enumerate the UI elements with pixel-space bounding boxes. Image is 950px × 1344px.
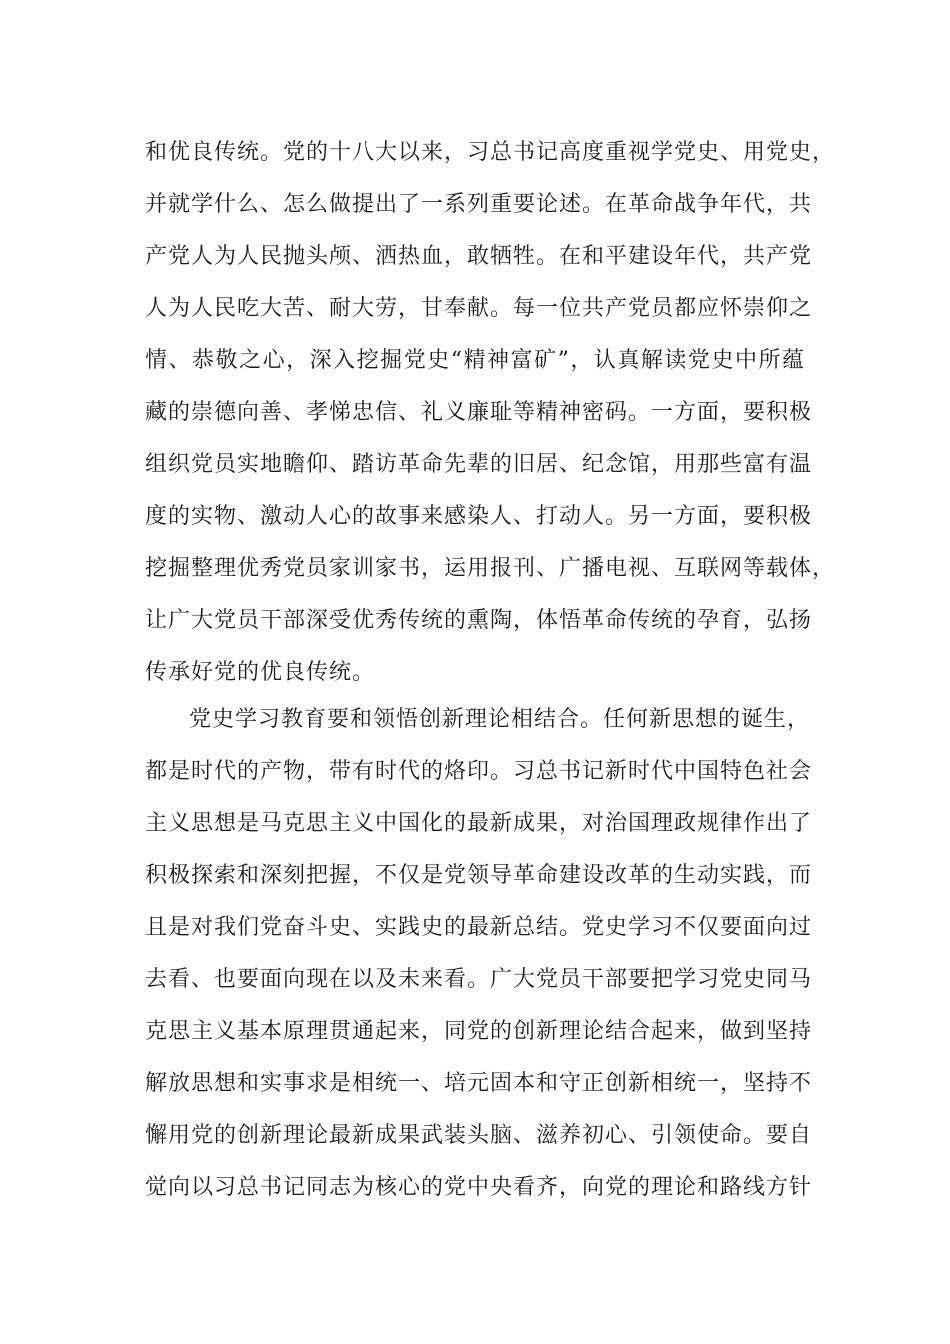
text-line: 且是对我们党奋斗史、实践史的最新总结。党史学习不仅要面向过 (145, 915, 813, 940)
text-line: 组织党员实地瞻仰、踏访革命先辈的旧居、纪念馆，用那些富有温 (145, 452, 813, 477)
text-line: 觉向以习总书记同志为核心的党中央看齐，向党的理论和路线方针 (145, 1175, 813, 1200)
text-line: 藏的崇德向善、孝悌忠信、礼义廉耻等精神密码。一方面，要积极 (145, 400, 813, 425)
text-line: 度的实物、激动人心的故事来感染人、打动人。另一方面，要积极 (145, 504, 813, 529)
text-line: 挖掘整理优秀党员家训家书，运用报刊、广播电视、互联网等载体， (145, 556, 836, 581)
text-line: 懈用党的创新理论最新成果武装头脑、滋养初心、引领使命。要自 (145, 1123, 813, 1148)
text-line: 传承好党的优良传统。 (145, 660, 376, 685)
text-line: 人为人民吃大苦、耐大劳，甘奉献。每一位共产党员都应怀崇仰之 (145, 296, 813, 321)
text-line: 积极探索和深刻把握，不仅是党领导革命建设改革的生动实践，而 (145, 863, 813, 888)
text-line: 情、恭敬之心，深入挖掘党史“精神富矿”，认真解读党史中所蕴 (145, 348, 805, 373)
text-line: 克思主义基本原理贯通起来，同党的创新理论结合起来，做到坚持 (145, 1019, 813, 1044)
text-line: 解放思想和实事求是相统一、培元固本和守正创新相统一，坚持不 (145, 1071, 813, 1096)
paragraph-2 (145, 694, 813, 1214)
text-line: 主义思想是马克思主义中国化的最新成果，对治国理政规律作出了 (145, 811, 813, 836)
text-line: 去看、也要面向现在以及未来看。广大党员干部要把学习党史同马 (145, 967, 813, 992)
text-line: 产党人为人民抛头颅、洒热血，敢牺牲。在和平建设年代，共产党 (145, 244, 813, 269)
text-line: 让广大党员干部深受优秀传统的熏陶，体悟革命传统的孕育，弘扬 (145, 608, 813, 633)
text-line: 和优良传统。党的十八大以来，习总书记高度重视学党史、用党史， (145, 140, 836, 165)
text-line: 并就学什么、怎么做提出了一系列重要论述。在革命战争年代，共 (145, 192, 813, 217)
text-line: 都是时代的产物，带有时代的烙印。习总书记新时代中国特色社会 (145, 759, 813, 784)
paragraph-1 (145, 127, 836, 699)
text-line: 党史学习教育要和领悟创新理论相结合。任何新思想的诞生， (189, 707, 811, 732)
